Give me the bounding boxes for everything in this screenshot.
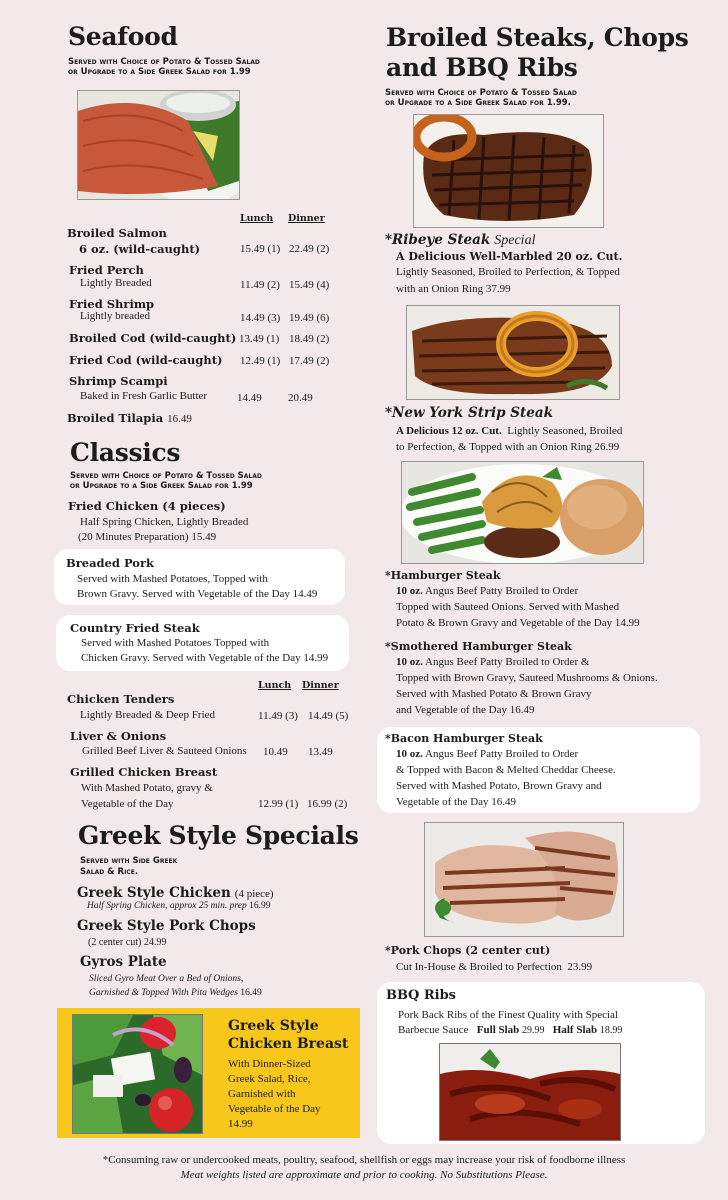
price-lunch: 14.49 (3) [240,312,281,324]
price-dinner: 17.49 (2) [289,355,330,367]
item-greek-pork-chops: Greek Style Pork Chops [77,918,256,934]
classics-note-1: Served with Choice of Potato & Tossed Salad [70,471,262,481]
item-price: 24.99 [143,937,167,948]
price-lunch: 11.49 (2) [240,279,280,291]
greek-note-1: Served with Side Greek [80,856,178,866]
item-price: 16.99 [249,901,271,911]
item-chicken-tenders: Chicken Tenders [67,692,175,706]
item-desc-2: Topped with Sauteed Onions. Served with Mashed [396,601,620,613]
greek-title: Greek Style Specials [78,821,359,850]
greek-breast-title-2: Chicken Breast [228,1036,349,1052]
item-desc-2: to Perfection, & Topped with an Onion Ring 26.99 [396,441,620,453]
seafood-note-1: Served with Choice of Potato & Tossed Salad [68,57,260,67]
half-slab-price: 18.99 [599,1025,623,1036]
price-dinner: 13.49 [308,746,333,758]
item-desc-3: Served with Mashed Potato, Brown Gravy and [396,780,602,792]
item-desc-2: Barbecue Sauce Full Slab 29.99 Half Slab 18.99 [398,1024,623,1036]
item-desc: 10 oz. Angus Beef Patty Broiled to Order & [396,656,590,668]
price-dinner: 15.49 (4) [289,279,330,291]
item-smothered-hamburger: *Smothered Hamburger Steak [385,640,572,653]
steaks-note-1: Served with Choice of Potato & Tossed Salad [385,88,577,98]
seafood-note-2: or Upgrade to a Side Greek Salad for 1.99 [68,67,251,77]
item-price: 16.49 [240,988,262,998]
item-special: Special [494,233,536,248]
item-price: 26.99 [594,441,620,453]
item-price: 16.49 [509,704,535,716]
item-desc-4: Vegetable of the Day 16.49 [396,796,517,808]
full-slab-price: 29.99 [522,1025,545,1036]
steaks-title-2: and BBQ Ribs [386,53,578,82]
item-broiled-tilapia [67,409,192,427]
price-lunch: 11.49 (3) [258,710,298,722]
item-pieces: (4 piece) [234,888,274,900]
item-ribeye [385,231,535,249]
item-desc: Served with Mashed Potatoes Topped with [81,637,270,649]
price-dinner: 19.49 (6) [289,312,330,324]
item-desc-2: with an Onion Ring 37.99 [396,283,511,295]
steaks-note-2: or Upgrade to a Side Greek Salad for 1.99. [385,98,571,108]
price-dinner: 18.49 (2) [289,333,330,345]
item-broiled-salmon: Broiled Salmon [67,226,167,240]
greek-breast-price: 14.99 [228,1118,253,1130]
item-desc-3: Potato & Brown Gravy and Vegetable of the Day 14.99 [396,617,640,629]
full-slab-label: Full Slab [476,1024,520,1036]
item-breaded-pork: Breaded Pork [66,556,154,570]
item-name: Greek Style Chicken [77,885,231,901]
item-price: 14.99 [303,652,329,664]
item-desc: Half Spring Chicken, approx 25 min. prep 16.99 [87,901,271,911]
item-fried-chicken: Fried Chicken (4 pieces) [68,499,226,513]
item-price: 14.49 [292,588,318,600]
item-broiled-cod: Broiled Cod (wild-caught) [69,331,237,345]
price-lunch: 12.99 (1) [258,798,299,810]
item-desc: Served with Mashed Potatoes, Topped with [77,573,268,585]
item-desc: Baked in Fresh Garlic Butter [80,390,208,402]
greek-breast-desc-2: Greek Salad, Rice, [228,1073,311,1085]
item-fried-cod: Fried Cod (wild-caught) [69,353,223,367]
item-price: 23.99 [567,961,593,973]
item-hamburger-steak: *Hamburger Steak [385,569,501,582]
seafood-lunch-header: Lunch [240,213,274,224]
disclaimer-2: Meat weights listed are approximate and prior to cooking. No Substitutions Please. [180,1169,548,1181]
greek-breast-desc-4: Vegetable of the Day [228,1103,321,1115]
price-dinner: 14.49 (5) [308,710,349,722]
item-desc: A Delicious 12 oz. Cut. Lightly Seasoned, Broiled [396,425,623,437]
steaks-title-1: Broiled Steaks, Chops [386,23,689,52]
item-gyros-plate: Gyros Plate [80,954,167,970]
item-price: 16.49 [491,796,517,808]
greek-breast-desc-3: Garnished with [228,1088,296,1100]
salmon-photo [77,90,240,200]
item-desc: 10 oz. Angus Beef Patty Broiled to Order [396,585,579,597]
item-desc-2: (20 Minutes Preparation) 15.49 [78,531,217,543]
greek-salad-photo [72,1014,203,1134]
price-lunch: 13.49 (1) [239,333,280,345]
greek-breast-title-1: Greek Style [228,1018,319,1034]
item-price: 15.49 [191,531,217,543]
item-desc-bold: A Delicious Well-Marbled 20 oz. Cut. [396,250,623,263]
item-price: 16.49 [167,413,192,425]
item-desc-2: & Topped with Bacon & Melted Cheddar Cheese. [396,764,616,776]
price-dinner: 16.99 (2) [307,798,348,810]
greek-note-2: Salad & Rice. [80,867,139,877]
item-grilled-chicken-breast: Grilled Chicken Breast [70,765,218,779]
price-dinner: 20.49 [288,392,313,404]
item-desc-4: and Vegetable of the Day 16.49 [396,704,535,716]
classics-title: Classics [70,438,181,467]
item-price: 14.99 [614,617,640,629]
classics-note-2: or Upgrade to a Side Greek Salad for 1.99 [70,481,253,491]
bbq-ribs-photo [439,1043,621,1141]
item-fried-perch: Fried Perch [69,263,144,277]
classics-lunch-header: Lunch [258,680,292,691]
item-desc: 10 oz. Angus Beef Patty Broiled to Order [396,748,579,760]
price-lunch: 10.49 [263,746,288,758]
price-lunch: 14.49 [237,392,262,404]
item-desc-2: Garnished & Topped With Pita Wedges 16.49 [89,988,262,998]
item-bbq-ribs: BBQ Ribs [386,988,456,1003]
item-fried-shrimp: Fried Shrimp [69,297,155,311]
pork-chops-photo [424,822,624,937]
item-desc: Cut In-House & Broiled to Perfection 23.99 [396,961,593,973]
item-desc: Lightly breaded [80,310,150,322]
greek-breast-desc-1: With Dinner-Sized [228,1058,311,1070]
price-lunch: 12.49 (1) [240,355,281,367]
item-desc: Sliced Gyro Meat Over a Bed of Onions, [89,974,244,984]
price-lunch: 15.49 (1) [240,243,281,255]
item-liver-onions: Liver & Onions [70,729,167,743]
item-name: *Ribeye Steak [385,232,491,248]
item-desc: Lightly Breaded & Deep Fried [80,709,216,721]
ny-strip-photo [406,305,620,400]
item-desc-2: Brown Gravy. Served with Vegetable of the Day 14.49 [77,588,318,600]
item-shrimp-scampi: Shrimp Scampi [69,374,168,388]
item-desc: Lightly Breaded [80,277,152,289]
item-country-fried-steak: Country Fried Steak [70,621,200,635]
item-desc-2: Vegetable of the Day [81,798,174,810]
item-desc: Half Spring Chicken, Lightly Breaded [80,516,249,528]
ribeye-photo [413,114,604,228]
item-desc-2: Chicken Gravy. Served with Vegetable of the Day 14.99 [81,652,329,664]
item-desc: Pork Back Ribs of the Finest Quality with Special [398,1009,618,1021]
item-desc-3: Served with Mashed Potato & Brown Gravy [396,688,592,700]
hamburger-steak-photo [401,461,644,564]
item-ny-strip: *New York Strip Steak [385,405,553,421]
item-name: Broiled Tilapia [67,411,164,425]
item-bacon-hamburger: *Bacon Hamburger Steak [385,732,543,745]
item-desc-2: Topped with Brown Gravy, Sauteed Mushrooms & Onions. [396,672,658,684]
item-desc: With Mashed Potato, gravy & [81,782,213,794]
item-desc: (2 center cut) 24.99 [88,937,167,948]
half-slab-label: Half Slab [552,1024,598,1036]
seafood-dinner-header: Dinner [288,213,325,224]
classics-dinner-header: Dinner [302,680,339,691]
item-desc: Lightly Seasoned, Broiled to Perfection, & Topped [396,266,620,278]
item-broiled-salmon-size: 6 oz. (wild-caught) [79,242,201,256]
seafood-title: Seafood [68,22,178,51]
price-dinner: 22.49 (2) [289,243,330,255]
disclaimer-1: *Consuming raw or undercooked meats, poultry, seafood, shellfish or eggs may increase your risk of foodborne illness [102,1154,626,1166]
item-price: 37.99 [485,283,511,295]
item-pork-chops: *Pork Chops (2 center cut) [385,944,551,957]
item-desc: Grilled Beef Liver & Sauteed Onions [82,745,247,757]
